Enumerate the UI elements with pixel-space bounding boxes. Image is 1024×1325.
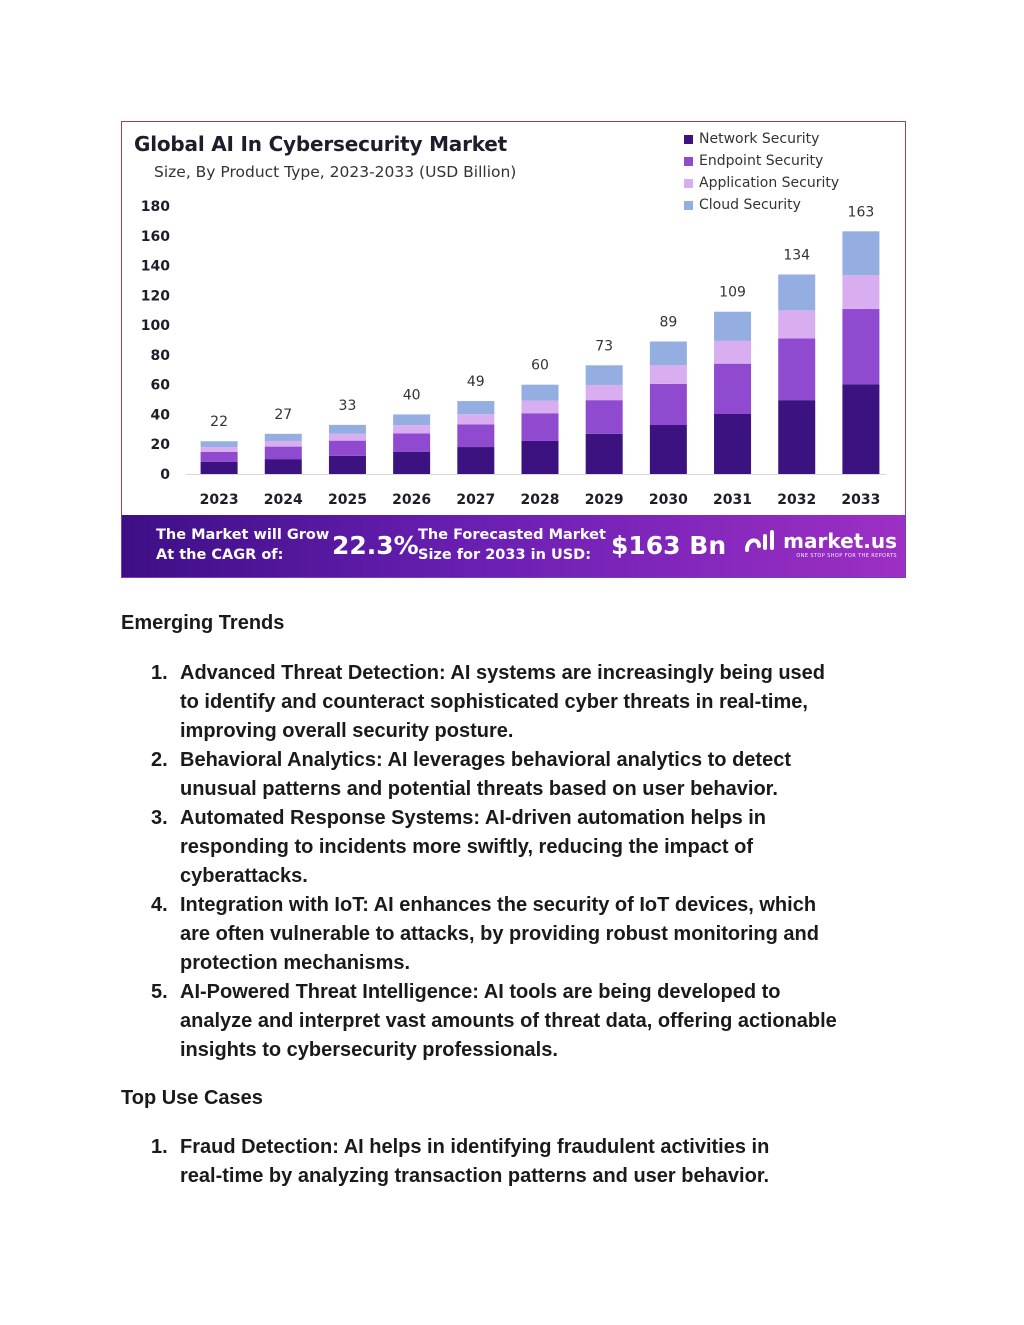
list-line: Behavioral Analytics: AI leverages behavioral analytics to detect — [180, 749, 791, 771]
bar-total-label: 49 — [466, 374, 485, 391]
bar-total-label: 89 — [659, 314, 678, 331]
bar-segment-endpoint-security — [650, 384, 687, 425]
bar-segment-cloud-security — [842, 231, 879, 275]
y-tick-label: 100 — [140, 318, 170, 335]
bar-segment-cloud-security — [329, 425, 366, 434]
section-heading-top-use-cases: Top Use Cases — [121, 1087, 263, 1109]
y-tick-label: 120 — [140, 288, 170, 305]
bar-segment-endpoint-security — [201, 452, 238, 462]
bar-segment-application-security — [457, 414, 494, 424]
bar-segment-cloud-security — [201, 441, 238, 447]
x-tick-label: 2031 — [713, 492, 753, 508]
bar-total-label: 134 — [783, 247, 811, 264]
bar-segment-cloud-security — [586, 365, 623, 385]
bar-segment-endpoint-security — [329, 441, 366, 456]
bar-segment-network-security — [586, 434, 623, 474]
x-tick-label: 2029 — [584, 492, 624, 508]
cagr-label-line1: The Market will Grow — [156, 527, 330, 543]
forecast-label — [418, 525, 606, 565]
x-tick-label: 2033 — [841, 492, 881, 508]
bar-segment-application-security — [714, 341, 751, 364]
bar-segment-cloud-security — [650, 341, 687, 365]
bar-segment-network-security — [201, 462, 238, 474]
x-tick-label: 2030 — [648, 492, 688, 508]
list-line: Integration with IoT: AI enhances the security of IoT devices, which — [180, 894, 817, 916]
bar-segment-cloud-security — [393, 414, 430, 425]
bar-segment-application-security — [201, 447, 238, 452]
top-use-cases-list — [121, 1133, 911, 1191]
legend-label: Cloud Security — [699, 197, 801, 213]
bar-segment-endpoint-security — [393, 434, 430, 452]
list-item — [121, 659, 911, 746]
bar-segment-application-security — [650, 365, 687, 384]
list-line: analyze and interpret vast amounts of threat data, offering actionable — [180, 1010, 837, 1032]
list-number: 1. — [151, 1136, 168, 1158]
bar-segment-network-security — [778, 400, 815, 474]
list-line: cyberattacks. — [180, 865, 308, 887]
x-tick-label: 2032 — [777, 492, 817, 508]
x-tick-label: 2023 — [199, 492, 239, 508]
legend-label: Application Security — [699, 175, 840, 191]
bar-segment-cloud-security — [778, 274, 815, 310]
bar-total-label: 40 — [402, 387, 421, 404]
cagr-value: 22.3% — [332, 531, 419, 560]
list-line: real-time by analyzing transaction patterns and user behavior. — [180, 1165, 770, 1187]
list-number: 2. — [151, 749, 168, 771]
cagr-label — [156, 525, 329, 565]
bar-segment-endpoint-security — [714, 364, 751, 414]
bar-segment-network-security — [457, 447, 494, 474]
chart-plot — [122, 122, 905, 517]
list-line: improving overall security posture. — [180, 720, 514, 742]
list-line: Automated Response Systems: AI-driven automation helps in — [180, 807, 767, 829]
x-tick-label: 2026 — [392, 492, 432, 508]
bar-segment-network-security — [265, 459, 302, 474]
x-tick-label: 2024 — [263, 492, 303, 508]
bar-total-label: 73 — [595, 338, 614, 355]
bar-segment-endpoint-security — [586, 400, 623, 434]
brand-tagline: ONE STOP SHOP FOR THE REPORTS — [796, 553, 897, 559]
bar-segment-cloud-security — [265, 434, 302, 441]
bar-segment-cloud-security — [457, 401, 494, 414]
bar-total-label: 109 — [719, 284, 746, 301]
x-tick-label: 2028 — [520, 492, 560, 508]
list-item — [121, 891, 911, 978]
bar-segment-network-security — [842, 384, 879, 474]
list-item — [121, 804, 911, 891]
list-item — [121, 746, 911, 804]
bar-segment-application-security — [393, 425, 430, 433]
bar-segment-cloud-security — [522, 385, 559, 401]
list-line: insights to cybersecurity professionals. — [180, 1039, 558, 1061]
bar-segment-application-security — [778, 310, 815, 338]
market-chart-card — [121, 121, 906, 578]
y-tick-label: 60 — [150, 377, 170, 394]
y-tick-label: 80 — [150, 347, 170, 364]
bar-segment-application-security — [842, 275, 879, 309]
y-tick-label: 140 — [140, 258, 170, 275]
market-us-logo-icon — [743, 528, 779, 554]
summary-banner — [122, 515, 905, 577]
bar-segment-network-security — [329, 456, 366, 474]
bar-segment-endpoint-security — [457, 424, 494, 447]
chart-title: Global AI In Cybersecurity Market — [134, 132, 508, 156]
bar-segment-application-security — [265, 441, 302, 447]
bar-total-label: 33 — [338, 397, 357, 414]
list-line: AI-Powered Threat Intelligence: AI tools are being developed to — [180, 981, 781, 1003]
bar-segment-network-security — [650, 425, 687, 474]
bar-total-label: 163 — [847, 204, 875, 221]
list-number: 5. — [151, 981, 168, 1003]
bar-segment-application-security — [586, 385, 623, 400]
bar-segment-network-security — [522, 441, 559, 474]
list-number: 1. — [151, 662, 168, 684]
cagr-label-line2: At the CAGR of: — [156, 547, 284, 563]
list-number: 3. — [151, 807, 168, 829]
bar-segment-network-security — [714, 414, 751, 474]
forecast-label-line2: Size for 2033 in USD: — [418, 547, 592, 563]
brand-name: market.us — [783, 529, 897, 553]
y-tick-label: 180 — [140, 199, 170, 215]
bar-segment-endpoint-security — [265, 447, 302, 460]
x-tick-label: 2027 — [456, 492, 496, 508]
bar-segment-application-security — [329, 434, 366, 441]
list-item — [121, 978, 911, 1065]
forecast-value: $163 Bn — [611, 531, 727, 560]
section-heading-emerging-trends: Emerging Trends — [121, 612, 285, 634]
bar-segment-application-security — [522, 401, 559, 414]
list-line: unusual patterns and potential threats based on user behavior. — [180, 778, 778, 800]
y-tick-label: 0 — [160, 467, 170, 483]
y-tick-label: 160 — [140, 228, 170, 245]
legend-label: Endpoint Security — [699, 153, 824, 169]
list-item — [121, 1133, 911, 1191]
forecast-label-line1: The Forecasted Market — [418, 527, 606, 543]
bar-total-label: 60 — [531, 357, 549, 374]
bar-segment-endpoint-security — [778, 338, 815, 400]
list-line: Fraud Detection: AI helps in identifying fraudulent activities in — [180, 1136, 770, 1158]
bar-segment-network-security — [393, 452, 430, 474]
bar-total-label: 22 — [210, 414, 229, 431]
bar-segment-endpoint-security — [522, 413, 559, 441]
list-line: are often vulnerable to attacks, by providing robust monitoring and — [180, 923, 819, 945]
list-line: protection mechanisms. — [180, 952, 411, 974]
x-tick-label: 2025 — [327, 492, 367, 508]
y-tick-label: 40 — [150, 407, 170, 424]
list-number: 4. — [151, 894, 168, 916]
emerging-trends-list — [121, 659, 911, 1065]
bar-total-label: 27 — [274, 406, 293, 423]
bar-segment-cloud-security — [714, 312, 751, 341]
bar-segment-endpoint-security — [842, 309, 879, 384]
list-line: Advanced Threat Detection: AI systems are increasingly being used — [180, 662, 826, 684]
chart-subtitle: Size, By Product Type, 2023-2033 (USD Billion) — [154, 163, 517, 181]
list-line: to identify and counteract sophisticated cyber threats in real-time, — [180, 691, 808, 713]
y-tick-label: 20 — [150, 437, 170, 454]
brand-logo — [743, 528, 897, 554]
legend-label: Network Security — [699, 131, 820, 147]
list-line: responding to incidents more swiftly, reducing the impact of — [180, 836, 754, 858]
